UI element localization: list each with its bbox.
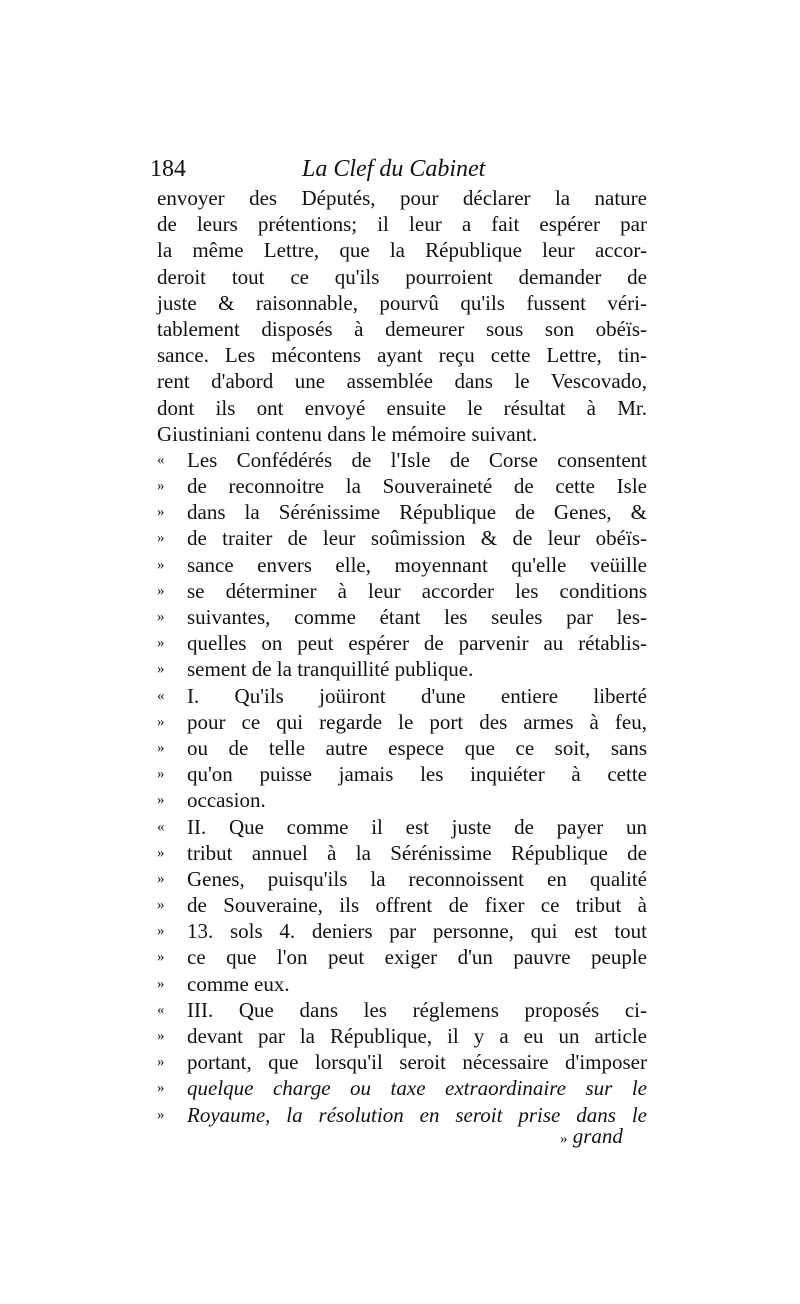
quote-line: » de traiter de leur soûmission & de leur obéïs-: [157, 526, 647, 551]
quote-mark: »: [157, 792, 165, 809]
quote-line: » de Souveraine, ils offrent de fixer ce tribut à: [157, 893, 647, 918]
quote-line: » de reconnoitre la Souveraineté de cette Isle: [157, 474, 647, 499]
quote-line: » devant par la République, il y a eu un article: [157, 1024, 647, 1048]
quote-line: » ce que l'on peut exiger d'un pauvre peuple: [157, 945, 647, 970]
text-line: tablement disposés à demeurer sous son obéïs-: [157, 316, 647, 341]
quote-mark: «: [157, 818, 165, 835]
quote-mark: »: [157, 582, 165, 599]
quote-line: » suivantes, comme étant les seules par les-: [157, 605, 647, 629]
quote-mark: »: [157, 923, 165, 940]
quote-mark: »: [157, 635, 165, 652]
quote-mark: «: [157, 1001, 165, 1018]
quote-line: « III. Que dans les réglemens proposés ci-: [157, 997, 647, 1022]
quote-line: » pour ce qui regarde le port des armes à feu,: [157, 709, 647, 734]
quote-mark: «: [157, 687, 165, 704]
quote-line: » Royaume, la résolution en seroit prise dans le: [157, 1102, 647, 1127]
quote-mark: »: [157, 1028, 165, 1044]
quote-mark: »: [157, 870, 165, 887]
quote-mark: »: [157, 661, 165, 678]
quote-mark: »: [157, 949, 165, 966]
quote-mark: »: [157, 1106, 165, 1123]
text-line: envoyer des Députés, pour déclarer la nature: [157, 186, 647, 210]
text-line: deroit tout ce qu'ils pourroient demander de: [157, 264, 647, 289]
quote-line: » sement de la tranquillité publique.: [157, 657, 474, 682]
quote-line: » qu'on puisse jamais les inquiéter à cette: [157, 762, 647, 787]
quote-mark: »: [157, 478, 165, 495]
text-line: juste & raisonnable, pourvû qu'ils fussent véri-: [157, 290, 647, 315]
quote-line: » ou de telle autre espece que ce soit, sans: [157, 735, 647, 760]
quote-line: » sance envers elle, moyennant qu'elle veüille: [157, 552, 647, 577]
quote-line: « I. Qu'ils joüiront d'une entiere liberté: [157, 683, 647, 708]
quote-line: » se déterminer à leur accorder les conditions: [157, 578, 647, 603]
quote-line: » comme eux.: [157, 971, 290, 996]
quote-mark: »: [157, 897, 165, 914]
running-title: La Clef du Cabinet: [302, 156, 486, 182]
page-number: 184: [150, 156, 186, 182]
quote-line: » tribut annuel à la Sérénissime République de: [157, 840, 647, 865]
quote-mark: »: [157, 713, 165, 730]
quote-line: « Les Confédérés de l'Isle de Corse consentent: [157, 447, 647, 472]
quote-mark: »: [157, 975, 165, 992]
catchword-text: grand: [572, 1124, 623, 1148]
quote-line: » occasion.: [157, 788, 266, 813]
catchword: [560, 1124, 623, 1149]
quote-mark: »: [157, 504, 165, 521]
quote-mark: »: [560, 1131, 568, 1147]
quote-mark: »: [157, 556, 165, 573]
quote-mark: »: [157, 609, 165, 625]
text-line: rent d'abord une assemblée dans le Vescovado,: [157, 369, 647, 394]
quote-mark: »: [157, 766, 165, 783]
text-line: dont ils ont envoyé ensuite le résultat à Mr.: [157, 395, 647, 420]
quote-mark: »: [157, 1054, 165, 1071]
quote-line: » quelque charge ou taxe extraordinaire sur le: [157, 1076, 647, 1101]
quote-line: « II. Que comme il est juste de payer un: [157, 814, 647, 839]
quote-mark: »: [157, 844, 165, 861]
quote-line: » dans la Sérénissime République de Genes, &: [157, 500, 647, 525]
text-line: de leurs prétentions; il leur a fait espérer par: [157, 212, 647, 237]
quote-line: » Genes, puisqu'ils la reconnoissent en qualité: [157, 866, 647, 891]
quote-mark: »: [157, 739, 165, 756]
quote-mark: »: [157, 530, 165, 547]
text-line: Giustiniani contenu dans le mémoire suivant.: [157, 421, 538, 446]
quote-line: » portant, que lorsqu'il seroit nécessaire d'imposer: [157, 1050, 647, 1075]
quote-mark: »: [157, 1080, 165, 1097]
text-line: la même Lettre, que la République leur accor-: [157, 238, 647, 263]
text-line: sance. Les mécontens ayant reçu cette Lettre, tin-: [157, 343, 647, 368]
quote-mark: «: [157, 451, 165, 468]
quote-line: » quelles on peut espérer de parvenir au rétablis-: [157, 631, 647, 656]
body-text: [157, 185, 647, 1128]
quote-line: » 13. sols 4. deniers par personne, qui est tout: [157, 919, 647, 944]
